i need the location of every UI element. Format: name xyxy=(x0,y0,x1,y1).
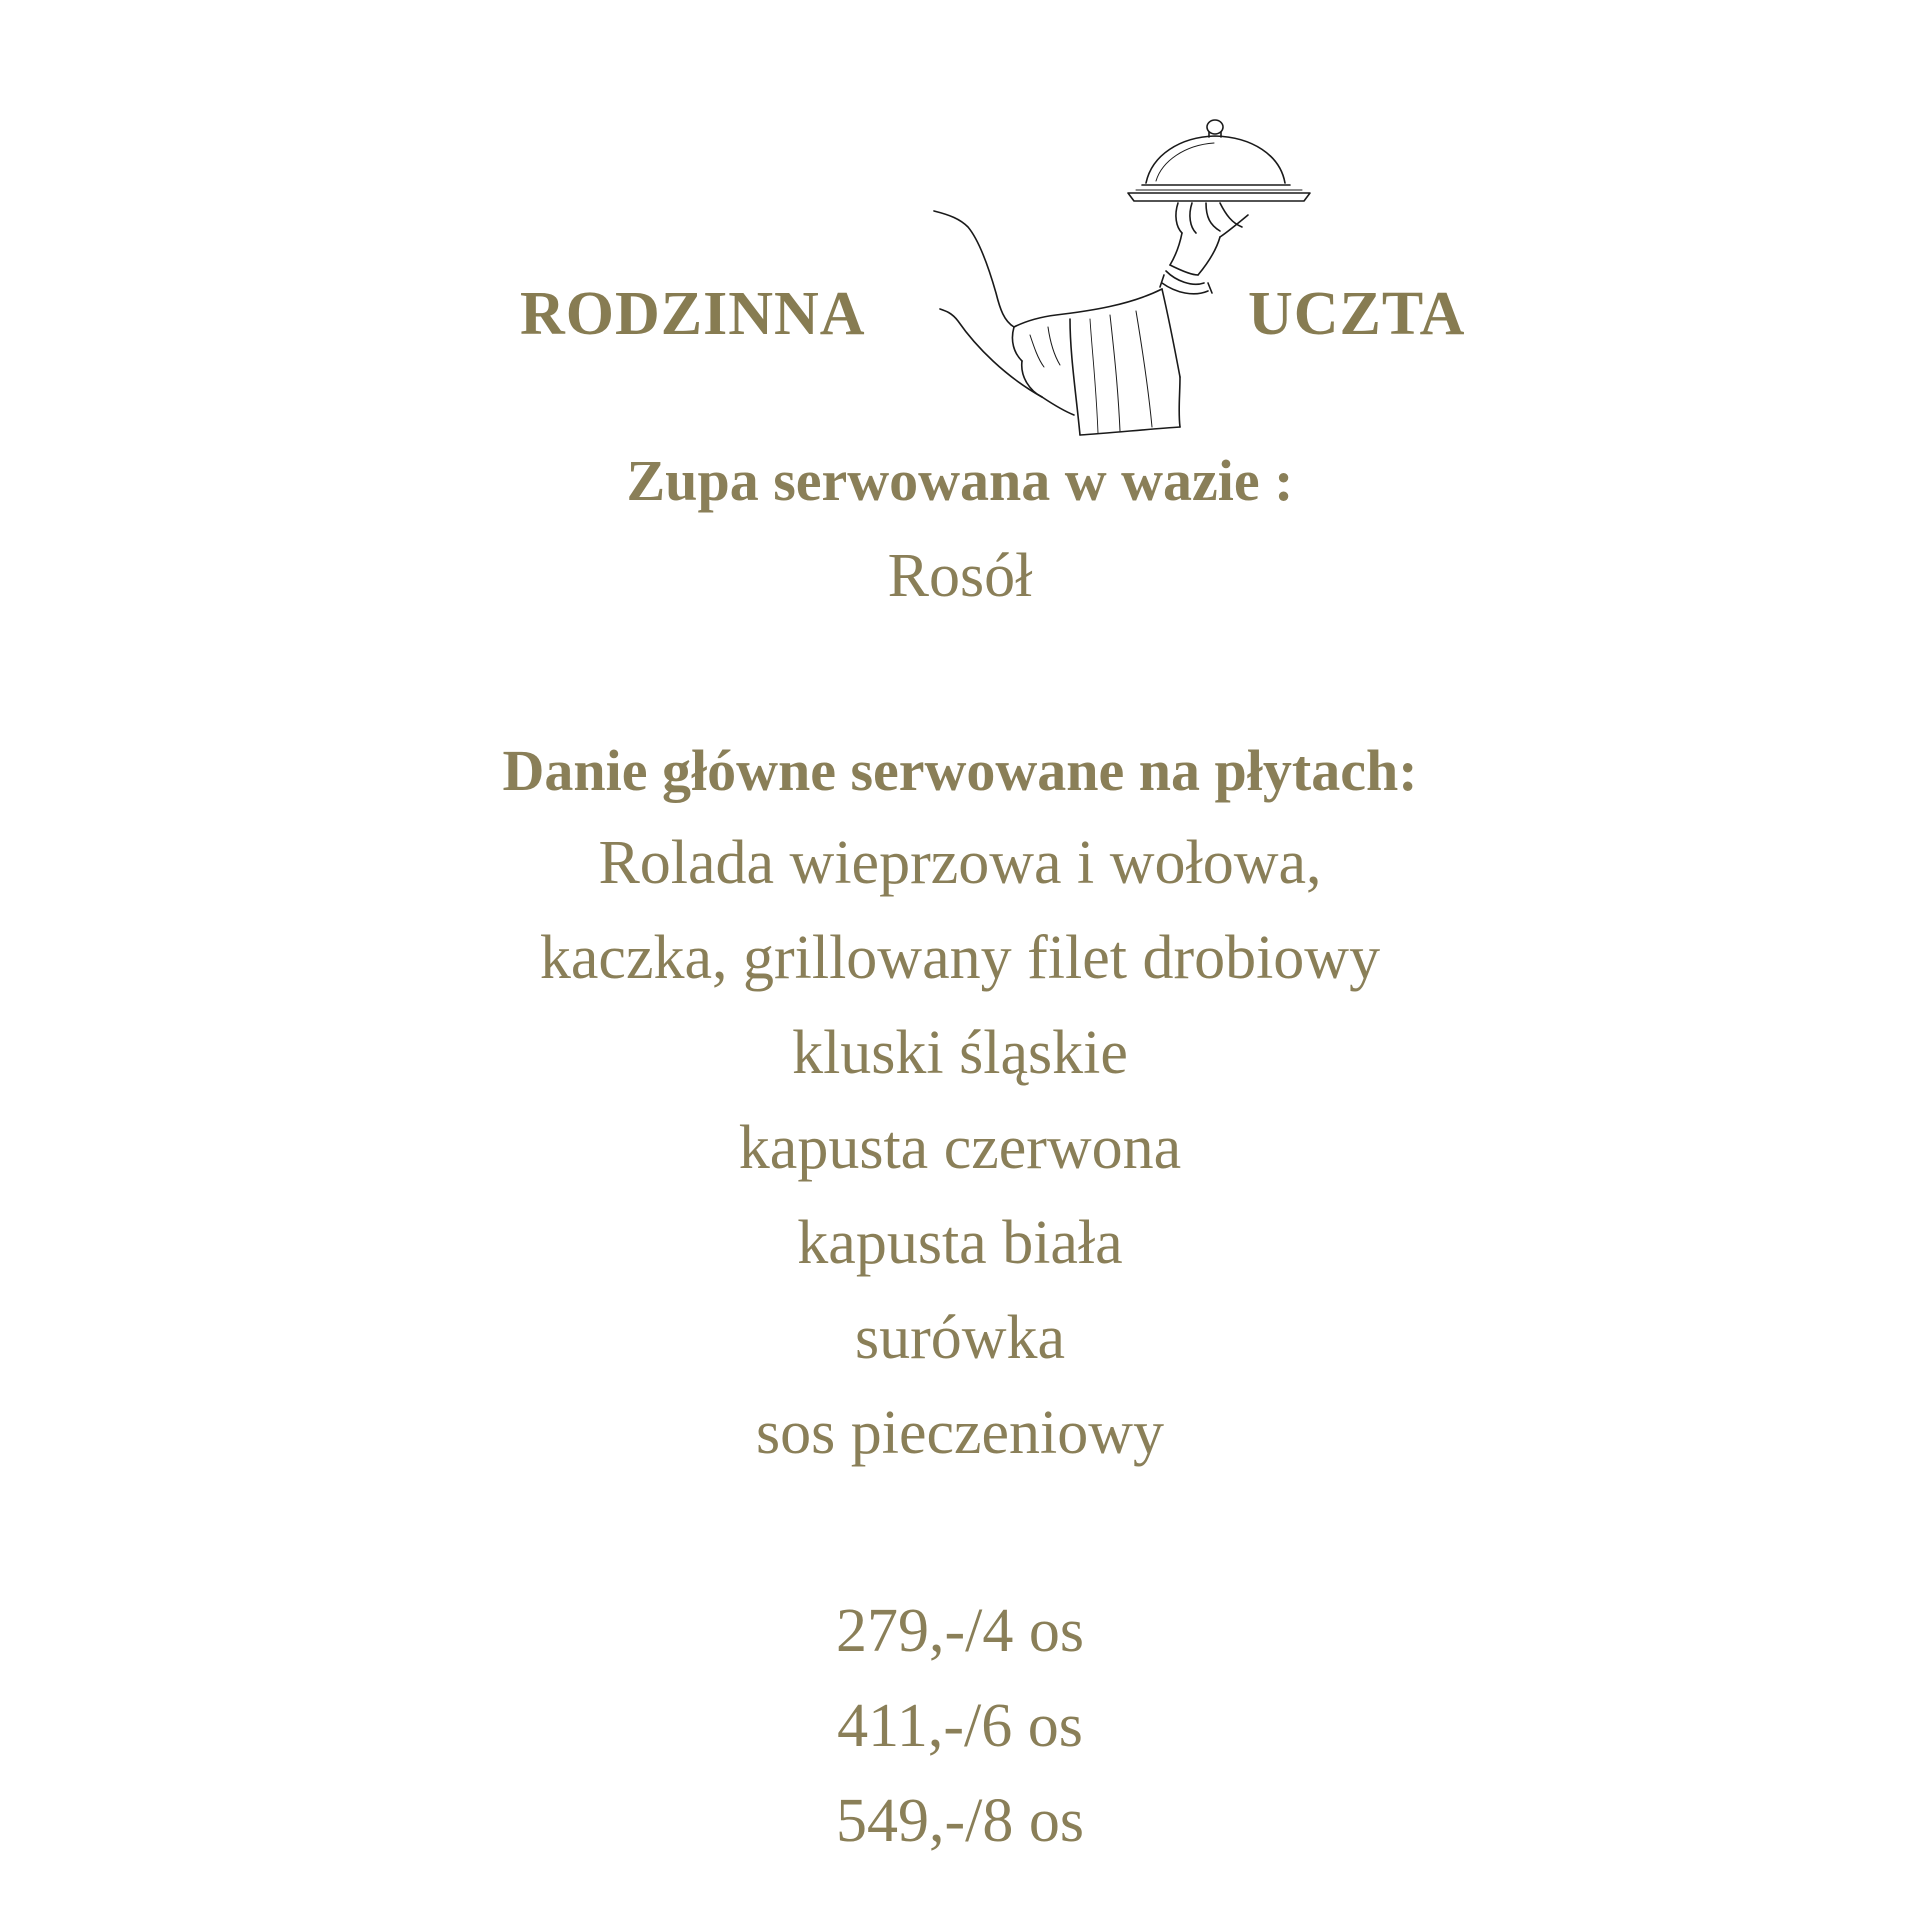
main-course-item: surówka xyxy=(854,1304,1066,1372)
price-line: 549,-/8 os xyxy=(836,1787,1084,1855)
price-line: 279,-/4 os xyxy=(836,1597,1084,1665)
main-course-item: kaczka, grillowany filet drobiowy xyxy=(539,924,1381,992)
title-left: RODZINNA xyxy=(520,280,866,348)
main-course-item: Rolada wieprzowa i wołowa, xyxy=(598,829,1322,897)
soup-item: Rosół xyxy=(887,542,1033,610)
main-course-item: sos pieczeniowy xyxy=(755,1399,1165,1467)
main-course-item: kluski śląskie xyxy=(792,1019,1128,1087)
main-course-heading: Danie główne serwowane na płytach: xyxy=(502,738,1418,803)
title-right: UCZTA xyxy=(1248,280,1466,348)
main-course-item: kapusta czerwona xyxy=(738,1114,1182,1182)
waiter-serving-cloche-icon xyxy=(930,115,1330,445)
soup-heading: Zupa serwowana w wazie : xyxy=(626,448,1294,513)
price-line: 411,-/6 os xyxy=(837,1692,1083,1760)
main-course-item: kapusta biała xyxy=(797,1209,1123,1277)
